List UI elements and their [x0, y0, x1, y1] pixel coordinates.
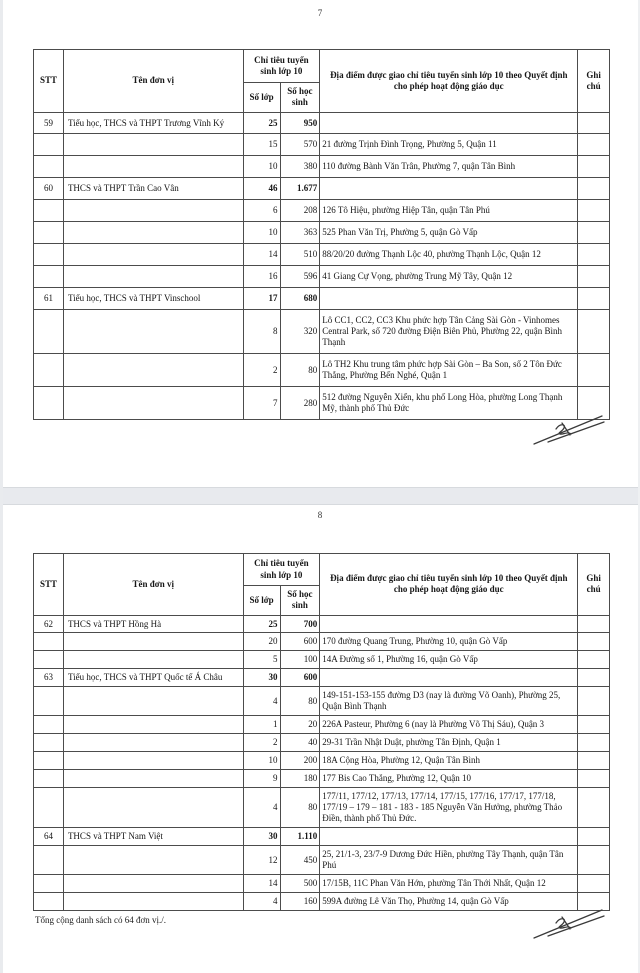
unit-name-cell: THCS và THPT Nam Việt: [63, 828, 243, 846]
ghi-chu-cell: [578, 354, 610, 387]
stt-cell: 60: [34, 178, 64, 200]
unit-name-cell: [63, 846, 243, 875]
so-hoc-sinh-cell: 363: [280, 222, 320, 244]
unit-name-cell: [63, 244, 243, 266]
dia-diem-cell: 110 đường Bành Văn Trân, Phường 7, quận Tân Bình: [320, 156, 578, 178]
so-lop-cell: 6: [243, 200, 280, 222]
dia-diem-cell: 29-31 Trần Nhật Duật, phường Tân Định, Quận 1: [320, 734, 578, 752]
ghi-chu-cell: [578, 669, 610, 687]
so-lop-cell: 12: [243, 846, 280, 875]
stt-cell: [34, 770, 64, 788]
so-lop-cell: 17: [243, 288, 280, 310]
stt-cell: 59: [34, 112, 64, 134]
col-header-ghi-chu: Ghi chú: [578, 50, 610, 113]
so-lop-cell: 46: [243, 178, 280, 200]
so-lop-cell: 9: [243, 770, 280, 788]
so-hoc-sinh-cell: 380: [280, 156, 320, 178]
so-hoc-sinh-cell: 1.110: [280, 828, 320, 846]
so-hoc-sinh-cell: 570: [280, 134, 320, 156]
ghi-chu-cell: [578, 788, 610, 828]
unit-name-cell: Tiểu học, THCS và THPT Quốc tế Á Châu: [63, 669, 243, 687]
page-8: [0, 505, 640, 973]
ghi-chu-cell: [578, 633, 610, 651]
page-number: 7: [317, 8, 323, 18]
stt-cell: [34, 734, 64, 752]
dia-diem-cell: 25, 21/1-3, 23/7-9 Dương Đức Hiền, phường Tây Thạnh, quận Tân Phú: [320, 846, 578, 875]
so-hoc-sinh-cell: 510: [280, 244, 320, 266]
so-hoc-sinh-cell: 208: [280, 200, 320, 222]
so-hoc-sinh-cell: 100: [280, 651, 320, 669]
ghi-chu-cell: [578, 716, 610, 734]
table-row: [34, 615, 610, 633]
unit-name-cell: Tiểu học, THCS và THPT Vinschool: [63, 288, 243, 310]
unit-name-cell: [63, 387, 243, 420]
table-row: [34, 200, 610, 222]
stt-cell: 64: [34, 828, 64, 846]
table-row: [34, 387, 610, 420]
ghi-chu-cell: [578, 156, 610, 178]
table-row: [34, 752, 610, 770]
stt-cell: [34, 788, 64, 828]
ghi-chu-cell: [578, 875, 610, 893]
dia-diem-cell: 18A Cộng Hòa, Phường 12, Quận Tân Bình: [320, 752, 578, 770]
stt-cell: [34, 244, 64, 266]
table-row: [34, 892, 610, 910]
so-lop-cell: 4: [243, 788, 280, 828]
dia-diem-cell: 512 đường Nguyễn Xiển, khu phố Long Hòa, phường Long Thạnh Mỹ, thành phố Thủ Đức: [320, 387, 578, 420]
dia-diem-cell: [320, 615, 578, 633]
unit-name-cell: [63, 651, 243, 669]
stt-cell: [34, 310, 64, 354]
ghi-chu-cell: [578, 178, 610, 200]
stt-cell: [34, 892, 64, 910]
unit-name-cell: [63, 134, 243, 156]
table-row: [34, 354, 610, 387]
unit-name-cell: [63, 752, 243, 770]
so-hoc-sinh-cell: 20: [280, 716, 320, 734]
unit-name-cell: [63, 156, 243, 178]
so-hoc-sinh-cell: 320: [280, 310, 320, 354]
table-row: [34, 651, 610, 669]
signature-icon: [528, 409, 608, 449]
so-lop-cell: 14: [243, 875, 280, 893]
so-lop-cell: 20: [243, 633, 280, 651]
table-row: [34, 112, 610, 134]
scan-edge-left: [0, 0, 3, 973]
dia-diem-cell: [320, 828, 578, 846]
dia-diem-cell: 41 Giang Cự Vọng, phường Trung Mỹ Tây, Quận 12: [320, 266, 578, 288]
unit-name-cell: THCS và THPT Trần Cao Vân: [63, 178, 243, 200]
table-row: [34, 788, 610, 828]
so-lop-cell: 4: [243, 892, 280, 910]
so-hoc-sinh-cell: 80: [280, 354, 320, 387]
ghi-chu-cell: [578, 615, 610, 633]
dia-diem-cell: 170 đường Quang Trung, Phường 10, quận Gò Vấp: [320, 633, 578, 651]
stt-cell: [34, 687, 64, 716]
dia-diem-cell: 226A Pasteur, Phường 6 (nay là Phường Võ Thị Sáu), Quận 3: [320, 716, 578, 734]
enrollment-quota-table: [33, 49, 610, 420]
dia-diem-cell: 149-151-153-155 đường D3 (nay là đường Võ Oanh), Phường 25, Quận Bình Thạnh: [320, 687, 578, 716]
page-number: 8: [317, 510, 323, 520]
table-row: [34, 734, 610, 752]
dia-diem-cell: [320, 178, 578, 200]
unit-name-cell: [63, 716, 243, 734]
unit-name-cell: THCS và THPT Hồng Hà: [63, 615, 243, 633]
col-header-ghi-chu: Ghi chú: [578, 554, 610, 616]
ghi-chu-cell: [578, 828, 610, 846]
dia-diem-cell: 14A Đường số 1, Phường 16, quận Gò Vấp: [320, 651, 578, 669]
dia-diem-cell: 599A đường Lê Văn Thọ, Phường 14, quận Gò Vấp: [320, 892, 578, 910]
dia-diem-cell: Lô TH2 Khu trung tâm phức hợp Sài Gòn – Ba Son, số 2 Tôn Đức Thắng, Phường Bến Nghé, Quận 1: [320, 354, 578, 387]
ghi-chu-cell: [578, 770, 610, 788]
ghi-chu-cell: [578, 112, 610, 134]
so-lop-cell: 15: [243, 134, 280, 156]
col-header-so-lop: Số lớp: [243, 586, 280, 616]
stt-cell: [34, 752, 64, 770]
col-header-ten-don-vi: Tên đơn vị: [63, 50, 243, 113]
so-lop-cell: 30: [243, 669, 280, 687]
so-lop-cell: 25: [243, 615, 280, 633]
so-hoc-sinh-cell: 500: [280, 875, 320, 893]
dia-diem-cell: [320, 288, 578, 310]
so-lop-cell: 4: [243, 687, 280, 716]
unit-name-cell: [63, 687, 243, 716]
enrollment-quota-table: [33, 553, 610, 911]
ghi-chu-cell: [578, 752, 610, 770]
stt-cell: [34, 156, 64, 178]
col-header-chi-tieu: Chỉ tiêu tuyển sinh lớp 10: [243, 50, 320, 83]
stt-cell: [34, 651, 64, 669]
stt-cell: [34, 354, 64, 387]
unit-name-cell: [63, 770, 243, 788]
so-hoc-sinh-cell: 600: [280, 633, 320, 651]
table-row: [34, 178, 610, 200]
stt-cell: [34, 633, 64, 651]
so-lop-cell: 8: [243, 310, 280, 354]
so-lop-cell: 10: [243, 156, 280, 178]
so-hoc-sinh-cell: 40: [280, 734, 320, 752]
so-hoc-sinh-cell: 680: [280, 288, 320, 310]
so-lop-cell: 10: [243, 222, 280, 244]
unit-name-cell: [63, 734, 243, 752]
so-hoc-sinh-cell: 600: [280, 669, 320, 687]
col-header-stt: STT: [34, 50, 64, 113]
dia-diem-cell: Lô CC1, CC2, CC3 Khu phức hợp Tân Cảng Sài Gòn - Vinhomes Central Park, số 720 đường Điện Biên Phủ, Phường 22, quận Bình Thạnh: [320, 310, 578, 354]
so-lop-cell: 30: [243, 828, 280, 846]
ghi-chu-cell: [578, 310, 610, 354]
so-lop-cell: 25: [243, 112, 280, 134]
col-header-so-hoc-sinh: Số học sinh: [280, 83, 320, 113]
unit-name-cell: [63, 633, 243, 651]
so-hoc-sinh-cell: 700: [280, 615, 320, 633]
ghi-chu-cell: [578, 288, 610, 310]
table-row: [34, 244, 610, 266]
stt-cell: [34, 266, 64, 288]
col-header-ten-don-vi: Tên đơn vị: [63, 554, 243, 616]
so-lop-cell: 10: [243, 752, 280, 770]
unit-name-cell: [63, 310, 243, 354]
dia-diem-cell: 17/15B, 11C Phan Văn Hớn, phường Tân Thới Nhất, Quận 12: [320, 875, 578, 893]
unit-name-cell: [63, 266, 243, 288]
table-row: [34, 770, 610, 788]
page-separator: [0, 487, 640, 505]
so-hoc-sinh-cell: 160: [280, 892, 320, 910]
unit-name-cell: [63, 354, 243, 387]
table-row: [34, 222, 610, 244]
col-header-dia-diem: Địa điểm được giao chỉ tiêu tuyển sinh lớp 10 theo Quyết định cho phép hoạt động giáo dục: [320, 50, 578, 113]
stt-cell: 62: [34, 615, 64, 633]
unit-name-cell: [63, 222, 243, 244]
table-body: [34, 615, 610, 910]
dia-diem-cell: 177/11, 177/12, 177/13, 177/14, 177/15, 177/16, 177/17, 177/18, 177/19 – 179 – 181 - 183 - 185 Nguyễn Văn Hưởng, phường Thảo Điền, thành phố Thủ Đức.: [320, 788, 578, 828]
table-row: [34, 310, 610, 354]
table-row: [34, 156, 610, 178]
unit-name-cell: Tiểu học, THCS và THPT Trương Vĩnh Ký: [63, 112, 243, 134]
table-row: [34, 875, 610, 893]
unit-name-cell: [63, 788, 243, 828]
dia-diem-cell: 88/20/20 đường Thạnh Lộc 40, phường Thạnh Lộc, Quận 12: [320, 244, 578, 266]
table-row: [34, 266, 610, 288]
so-hoc-sinh-cell: 596: [280, 266, 320, 288]
unit-name-cell: [63, 892, 243, 910]
stt-cell: [34, 716, 64, 734]
unit-name-cell: [63, 200, 243, 222]
so-lop-cell: 5: [243, 651, 280, 669]
table-row: [34, 288, 610, 310]
stt-cell: 63: [34, 669, 64, 687]
ghi-chu-cell: [578, 266, 610, 288]
dia-diem-cell: [320, 669, 578, 687]
ghi-chu-cell: [578, 200, 610, 222]
table-row: [34, 846, 610, 875]
dia-diem-cell: 177 Bis Cao Thắng, Phường 12, Quận 10: [320, 770, 578, 788]
ghi-chu-cell: [578, 734, 610, 752]
unit-name-cell: [63, 875, 243, 893]
table-row: [34, 687, 610, 716]
stt-cell: 61: [34, 288, 64, 310]
dia-diem-cell: 126 Tô Hiệu, phường Hiệp Tân, quận Tân Phú: [320, 200, 578, 222]
table-row: [34, 716, 610, 734]
so-lop-cell: 2: [243, 354, 280, 387]
total-units-note: Tổng cộng danh sách có 64 đơn vị./.: [35, 914, 166, 925]
table-row: [34, 669, 610, 687]
col-header-dia-diem: Địa điểm được giao chỉ tiêu tuyển sinh lớp 10 theo Quyết định cho phép hoạt động giáo dục: [320, 554, 578, 616]
signature-icon: [528, 903, 608, 943]
table-row: [34, 134, 610, 156]
stt-cell: [34, 875, 64, 893]
col-header-chi-tieu: Chỉ tiêu tuyển sinh lớp 10: [243, 554, 320, 586]
dia-diem-cell: [320, 112, 578, 134]
so-lop-cell: 14: [243, 244, 280, 266]
ghi-chu-cell: [578, 134, 610, 156]
table-header: [34, 554, 610, 616]
stt-cell: [34, 134, 64, 156]
so-hoc-sinh-cell: 950: [280, 112, 320, 134]
so-hoc-sinh-cell: 180: [280, 770, 320, 788]
so-hoc-sinh-cell: 80: [280, 687, 320, 716]
so-hoc-sinh-cell: 450: [280, 846, 320, 875]
so-lop-cell: 2: [243, 734, 280, 752]
so-hoc-sinh-cell: 280: [280, 387, 320, 420]
stt-cell: [34, 222, 64, 244]
col-header-stt: STT: [34, 554, 64, 616]
table-body: [34, 112, 610, 420]
dia-diem-cell: 525 Phan Văn Trị, Phường 5, quận Gò Vấp: [320, 222, 578, 244]
so-lop-cell: 16: [243, 266, 280, 288]
so-hoc-sinh-cell: 200: [280, 752, 320, 770]
stt-cell: [34, 200, 64, 222]
stt-cell: [34, 846, 64, 875]
so-lop-cell: 7: [243, 387, 280, 420]
ghi-chu-cell: [578, 244, 610, 266]
col-header-so-lop: Số lớp: [243, 83, 280, 113]
col-header-so-hoc-sinh: Số học sinh: [280, 586, 320, 616]
so-hoc-sinh-cell: 80: [280, 788, 320, 828]
dia-diem-cell: 21 đường Trịnh Đình Trọng, Phường 5, Quận 11: [320, 134, 578, 156]
ghi-chu-cell: [578, 846, 610, 875]
ghi-chu-cell: [578, 222, 610, 244]
ghi-chu-cell: [578, 651, 610, 669]
table-row: [34, 633, 610, 651]
so-lop-cell: 1: [243, 716, 280, 734]
ghi-chu-cell: [578, 687, 610, 716]
table-row: [34, 828, 610, 846]
so-hoc-sinh-cell: 1.677: [280, 178, 320, 200]
stt-cell: [34, 387, 64, 420]
table-header: [34, 50, 610, 113]
